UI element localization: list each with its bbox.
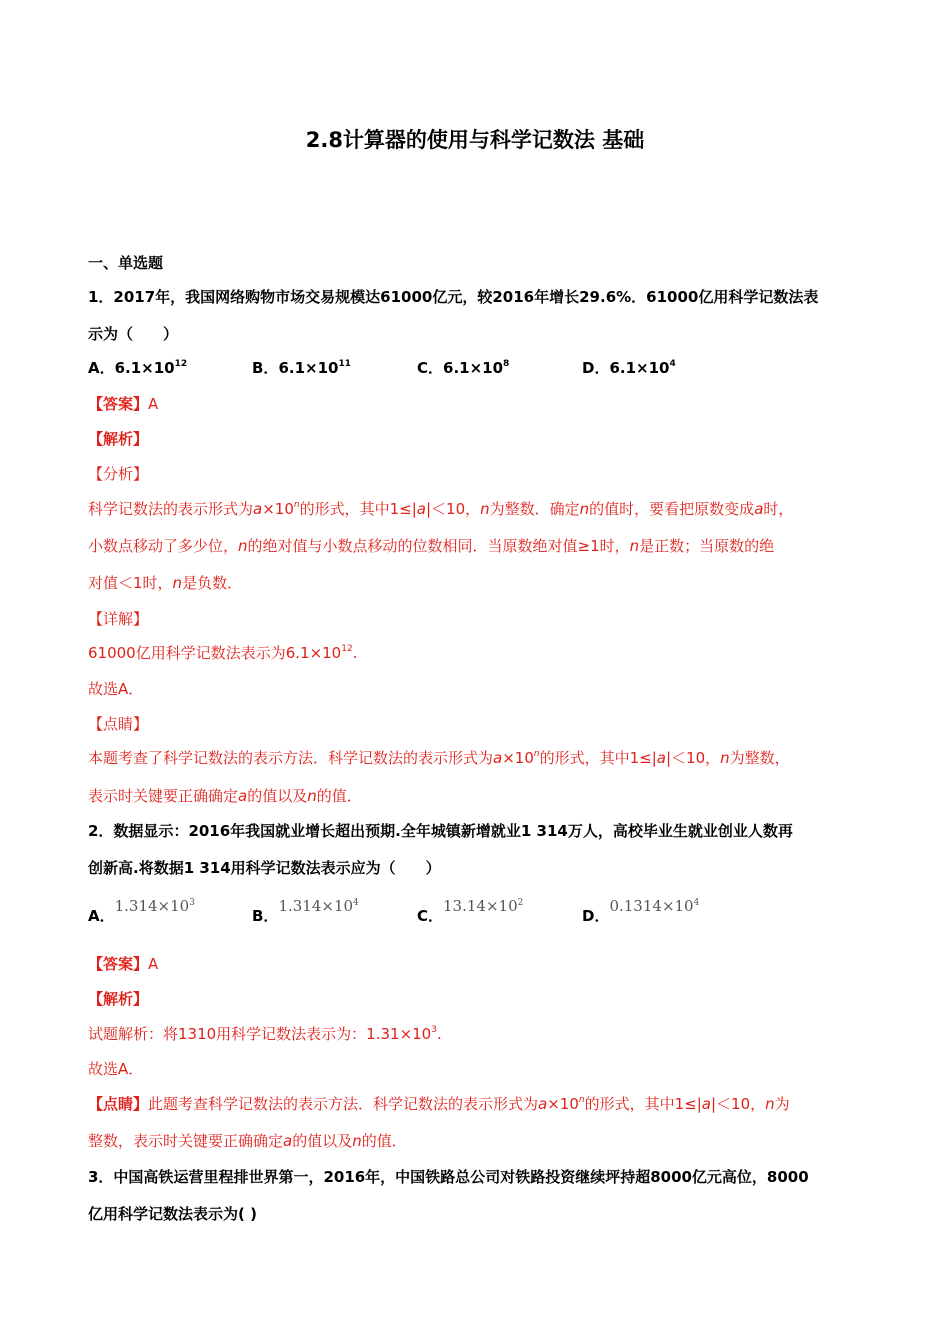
q1-dianjing-line2: 表示时关键要正确确定a的值以及n的值． bbox=[88, 787, 362, 805]
q2-stem-line2: 创新高.将数据1 314用科学记数法表示应为（ ） bbox=[88, 859, 441, 877]
q1-fenxi-tag: 【分析】 bbox=[88, 465, 149, 483]
q3-stem-line1: 3．中国高铁运营里程排世界第一，2016年，中国铁路总公司对铁路投资继续坪持超8000亿元高位，8000 bbox=[88, 1168, 809, 1186]
q1-fenxi-line3: 对值＜1时，n是负数． bbox=[88, 574, 243, 592]
q2-jiexi-tag: 【解析】 bbox=[88, 990, 149, 1008]
q3-stem-line2: 亿用科学记数法表示为( ) bbox=[88, 1205, 257, 1223]
q1-option-b: B．$6.1\times 10^{11}$ bbox=[252, 359, 351, 377]
q1-fenxi-line1: 科学记数法的表示形式为$a\times 10^n$的形式，其中1≤|a|＜10，n为整数．确定n的值时，要看把原数变成a时， bbox=[88, 500, 794, 518]
q1-dianjing-tag: 【点睛】 bbox=[88, 715, 149, 733]
q1-answer: 【答案】A bbox=[88, 395, 159, 413]
q1-fenxi-line2: 小数点移动了多少位，n的绝对值与小数点移动的位数相同．当原数绝对值≥1时，n是正数；当原数的绝 bbox=[88, 537, 775, 555]
q1-option-d: D．$6.1\times 10^4$ bbox=[582, 359, 676, 377]
q1-xiangjie-text: 61000亿用科学记数法表示为$6.1\times 10^{12}$. bbox=[88, 644, 358, 662]
q1-stem-line2: 示为（ ） bbox=[88, 325, 179, 343]
q2-option-a: A．$1.314\times 10^3$ bbox=[88, 897, 195, 925]
q2-shiti-text: 试题解析：将1310用科学记数法表示为：$1.31\times 10^3$. bbox=[88, 1025, 442, 1043]
section-heading: 一、单选题 bbox=[88, 254, 164, 272]
q1-dianjing-line1: 本题考查了科学记数法的表示方法．科学记数法的表示形式为$a\times 10^n$的形式，其中1≤|a|＜10，n为整数， bbox=[88, 749, 790, 767]
q1-guxuan: 故选A． bbox=[88, 680, 144, 698]
q1-jiexi-tag: 【解析】 bbox=[88, 430, 149, 448]
q2-option-c: C．$13.14\times 10^2$ bbox=[417, 897, 524, 925]
page-title: 2.8计算器的使用与科学记数法 基础 bbox=[305, 128, 645, 152]
q1-option-a: A．$6.1\times 10^{12}$ bbox=[88, 359, 188, 377]
q2-stem-line1: 2．数据显示：2016年我国就业增长超出预期.全年城镇新增就业1 314万人，高校毕业生就业创业人数再 bbox=[88, 822, 793, 840]
q1-stem-line1: 1．2017年，我国网络购物市场交易规模达61000亿元，较2016年增长29.6%．61000亿用科学记数法表 bbox=[88, 288, 819, 306]
q2-dianjing-line1: 【点睛】此题考查科学记数法的表示方法．科学记数法的表示形式为$a\times 10^n$的形式，其中1≤|a|＜10，n为 bbox=[88, 1095, 790, 1113]
q2-guxuan: 故选A． bbox=[88, 1060, 144, 1078]
q2-dianjing-line2: 整数，表示时关键要正确确定a的值以及n的值． bbox=[88, 1132, 407, 1150]
q2-answer: 【答案】A bbox=[88, 955, 159, 973]
q2-option-d: D．$0.1314\times 10^4$ bbox=[582, 897, 700, 925]
q2-option-b: B．$1.314\times 10^4$ bbox=[252, 897, 359, 925]
q1-option-c: C．$6.1\times 10^8$ bbox=[417, 359, 510, 377]
q1-xiangjie-tag: 【详解】 bbox=[88, 610, 149, 628]
